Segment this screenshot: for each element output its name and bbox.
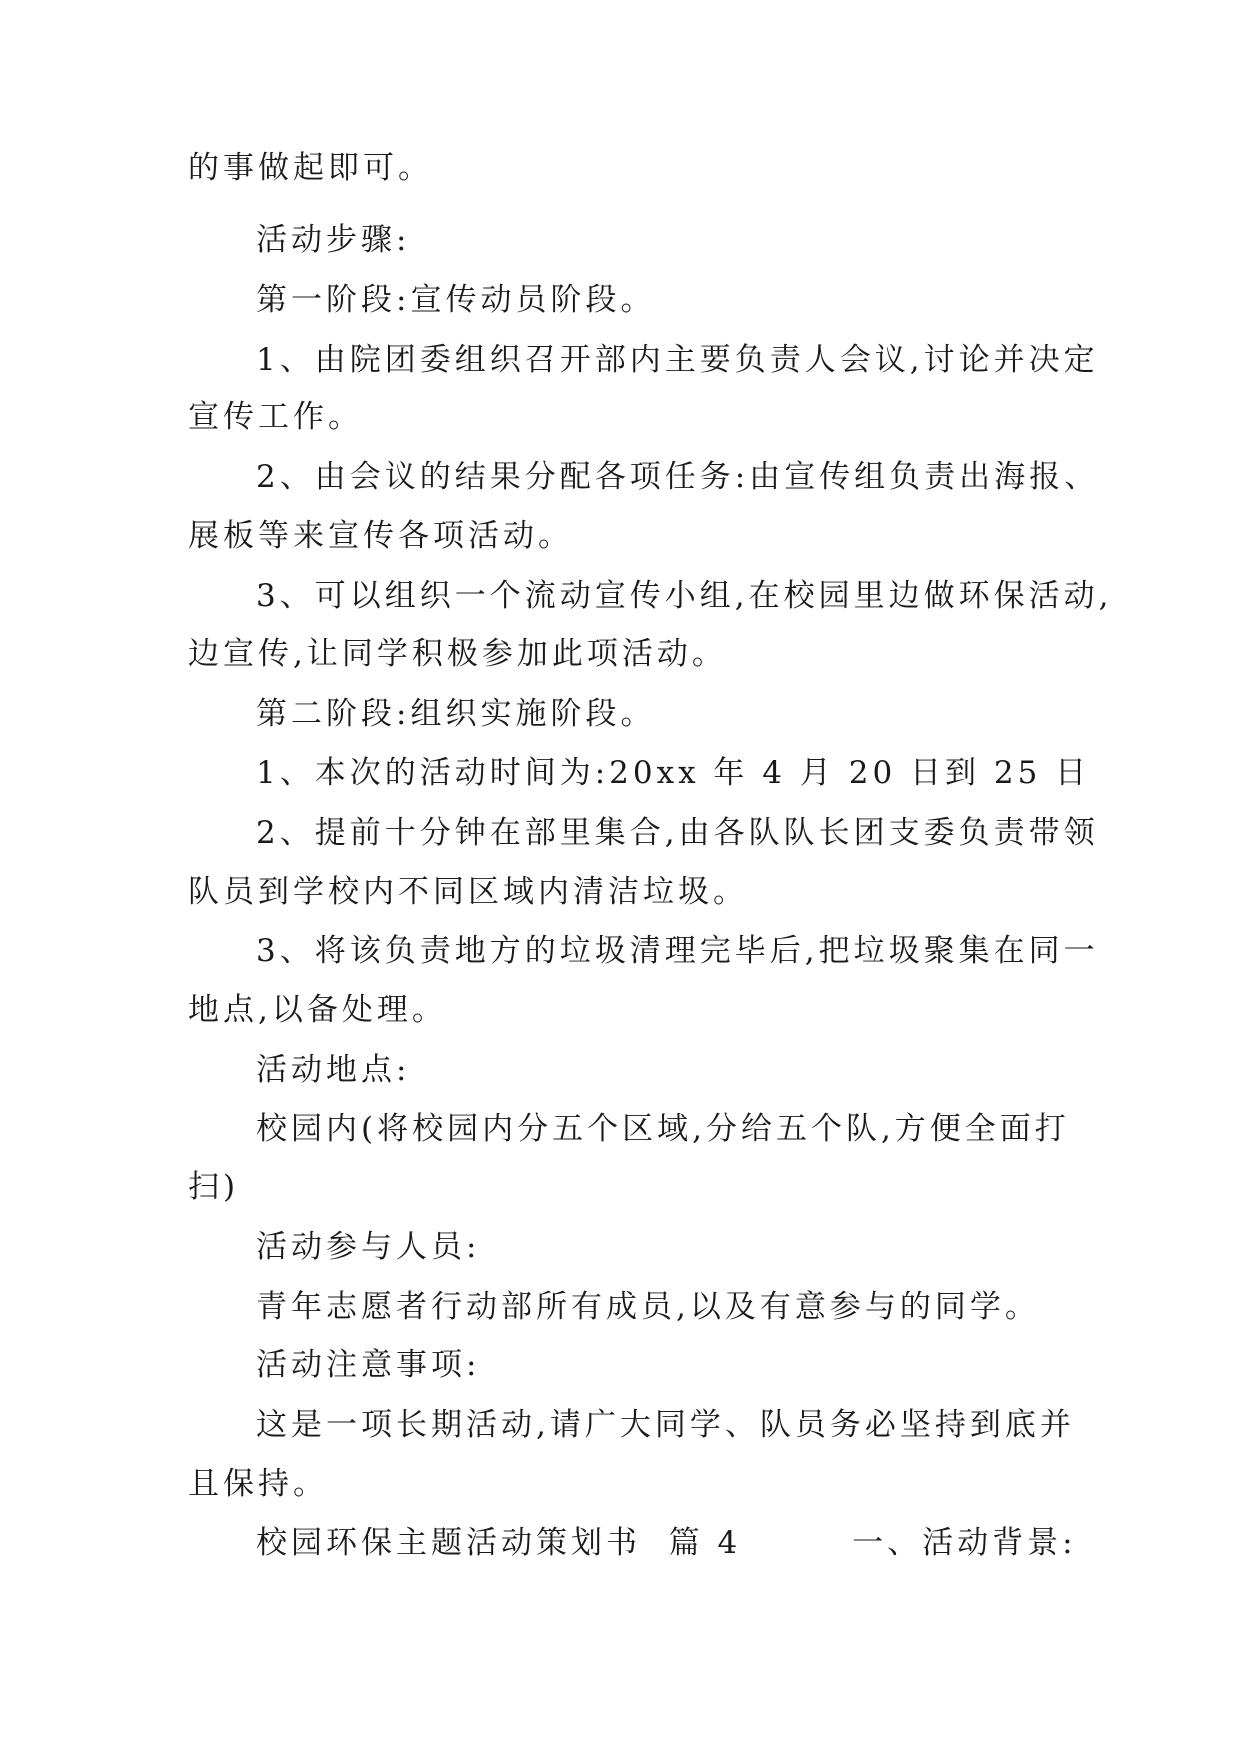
text-line: 扫): [188, 1169, 240, 1205]
text-line: 1、由院团委组织召开部内主要负责人会议,讨论并决定: [256, 342, 1099, 378]
text-line: 的事做起即可。: [188, 150, 433, 186]
text-line: 这是一项长期活动,请广大同学、队员务必坚持到底并: [256, 1407, 1075, 1443]
text-line: 且保持。: [188, 1466, 328, 1502]
text-line: 3、将该负责地方的垃圾清理完毕后,把垃圾聚集在同一: [256, 933, 1099, 969]
text-line: 青年志愿者行动部所有成员,以及有意参与的同学。: [256, 1289, 1040, 1325]
section-heading: 活动参与人员:: [256, 1229, 481, 1265]
text-line: 2、提前十分钟在部里集合,由各队队长团支委负责带领: [256, 815, 1099, 851]
section-heading: 活动注意事项:: [256, 1347, 481, 1383]
text-line: 展板等来宣传各项活动。: [188, 518, 573, 554]
text-line: 1、本次的活动时间为:20xx 年 4 月 20 日到 25 日: [256, 755, 1091, 791]
text-line: 3、可以组织一个流动宣传小组,在校园里边做环保活动,: [256, 578, 1113, 614]
stage-heading: 第一阶段:宣传动员阶段。: [256, 282, 656, 318]
section-heading: 活动步骤:: [256, 222, 411, 258]
text-line: 宣传工作。: [188, 399, 363, 435]
text-line: 队员到学校内不同区域内清洁垃圾。: [188, 874, 748, 910]
text-line: 地点,以备处理。: [188, 992, 447, 1028]
text-line: 校园内(将校园内分五个区域,分给五个队,方便全面打: [256, 1111, 1070, 1147]
stage-heading: 第二阶段:组织实施阶段。: [256, 696, 656, 732]
text-line: 2、由会议的结果分配各项任务:由宣传组负责出海报、: [256, 459, 1100, 495]
section-heading: 活动地点:: [256, 1052, 411, 1088]
text-line: 边宣传,让同学积极参加此项活动。: [188, 636, 727, 672]
section-title: 校园环保主题活动策划书 篇 4 一、活动背景:: [256, 1525, 1077, 1561]
